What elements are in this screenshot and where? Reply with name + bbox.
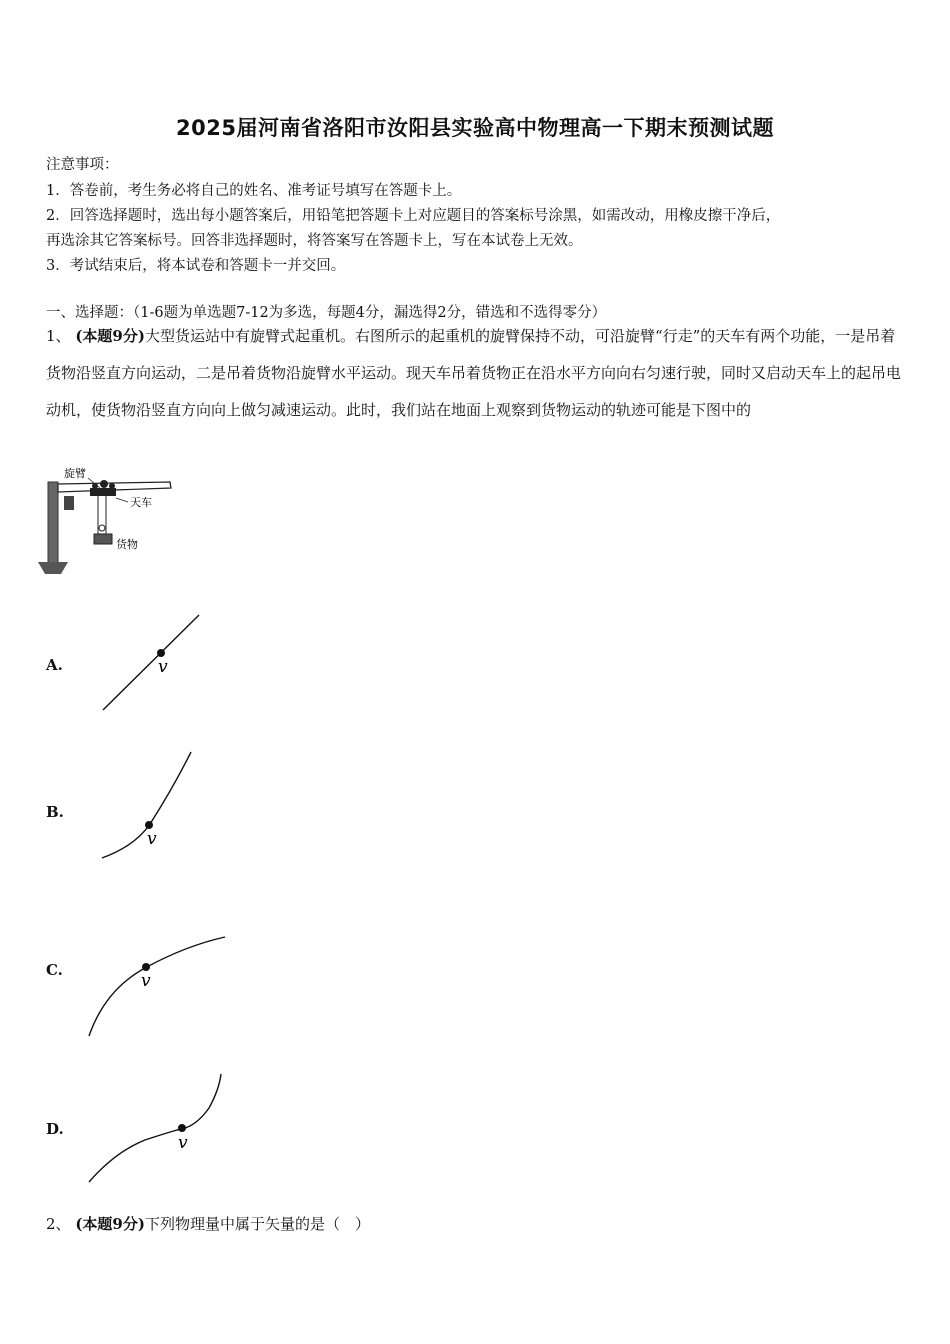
trajectory-curve: [89, 1074, 221, 1182]
velocity-point: [142, 963, 150, 971]
velocity-point: [145, 821, 153, 829]
page-title: 2025届河南省洛阳市汝阳县实验高中物理高一下期末预测试题: [176, 116, 774, 140]
label-trolley: 天车: [130, 496, 152, 509]
option-b-label: B.: [46, 803, 64, 821]
trajectory-line: [103, 615, 199, 710]
option-c-label: C.: [46, 961, 63, 979]
label-cargo: 货物: [116, 538, 138, 551]
velocity-label: v: [141, 971, 151, 991]
notice-item-2-cont: 再选涂其它答案标号。回答非选择题时，将答案写在答题卡上，写在本试卷上无效。: [46, 233, 583, 249]
notice-item-1: 1．答卷前，考生务必将自己的姓名、准考证号填写在答题卡上。: [46, 183, 462, 199]
velocity-label: v: [178, 1133, 188, 1153]
velocity-point: [178, 1124, 186, 1132]
label-arm: 旋臂: [64, 467, 86, 480]
q2-number: 2、: [46, 1215, 71, 1233]
crane-figure: [40, 462, 180, 580]
q1-text: 大型货运站中有旋臂式起重机。右图所示的起重机的旋臂保持不动，可沿旋臂“行走”的天车有两个功能，一是吊着货物沿竖直方向运动，二是吊着货物沿旋臂水平运动。现天车吊着货物正在沿水平方向向右匀速行驶，同时又启动天车上的起吊电动机，使货物沿竖直方向向上做匀减速运动。此时，我们站在地面上观察到货物运动的轨迹可能是下图中的: [46, 327, 902, 419]
notice-item-3: 3．考试结束后，将本试卷和答题卡一并交回。: [46, 258, 346, 274]
question-1: [46, 318, 908, 429]
notice-item-2: 2．回答选择题时，选出每小题答案后，用铅笔把答题卡上对应题目的答案标号涂黑，如需改动，用橡皮擦干净后，: [46, 208, 781, 224]
trajectory-curve: [89, 937, 225, 1036]
option-d-figure: [85, 1072, 230, 1187]
velocity-point: [157, 649, 165, 657]
option-b-figure: [95, 748, 215, 863]
option-c-figure: [85, 932, 230, 1042]
option-d-label: D.: [46, 1120, 64, 1138]
notice-heading: 注意事项：: [46, 157, 119, 173]
option-a-label: A.: [46, 656, 63, 674]
option-a-figure: [95, 610, 215, 715]
velocity-label: v: [147, 829, 157, 849]
q1-number: 1、: [46, 327, 71, 345]
section-heading: 一、选择题：（1-6题为单选题7-12为多选，每题4分，漏选得2分，错选和不选得零分）: [46, 305, 607, 321]
q2-text: 下列物理量中属于矢量的是（ ）: [144, 1215, 370, 1233]
question-2: [46, 1206, 908, 1243]
q1-score: (本题9分): [75, 327, 145, 345]
velocity-label: v: [158, 657, 168, 677]
q2-score: (本题9分): [75, 1215, 145, 1233]
